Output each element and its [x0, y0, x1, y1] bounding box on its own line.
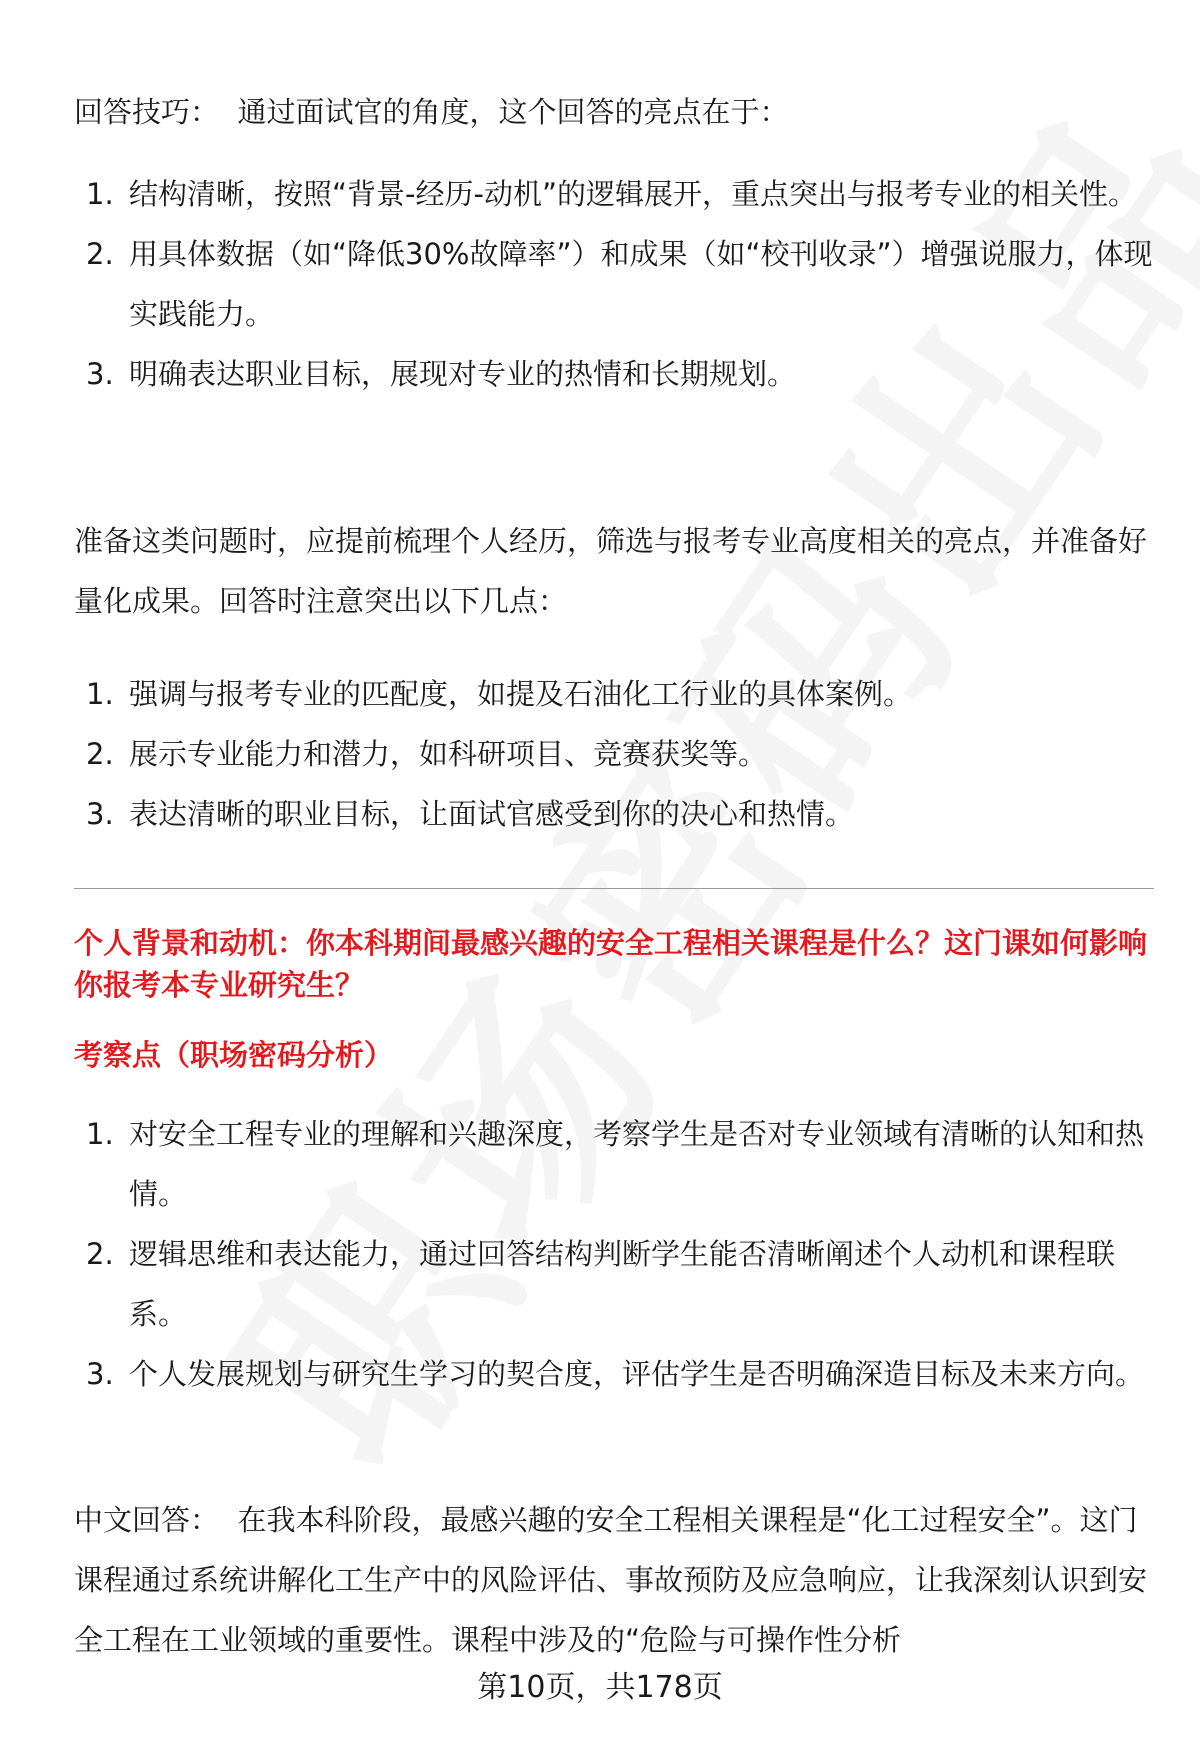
list-number: 2.: [86, 237, 114, 271]
question-heading: 个人背景和动机：你本科期间最感兴趣的安全工程相关课程是什么？这门课如何影响你报考本专业研究生？: [74, 926, 1148, 1002]
focus-heading: 考察点（职场密码分析）: [74, 1038, 394, 1072]
section-divider: [74, 888, 1154, 889]
list-item: [74, 164, 1164, 224]
page-number: 第10页，共178页: [477, 1670, 723, 1705]
list-item: [74, 224, 1164, 344]
list-item: [74, 784, 1164, 844]
list-text: 强调与报考专业的匹配度，如提及石油化工行业的具体案例。: [129, 677, 913, 711]
points-list: [74, 664, 1164, 844]
list-number: 3.: [86, 357, 114, 391]
list-text: 个人发展规划与研究生学习的契合度，评估学生是否明确深造目标及未来方向。: [129, 1357, 1145, 1391]
answer-paragraph: [74, 1490, 1164, 1670]
focus-list: [74, 1104, 1164, 1404]
list-item: [74, 724, 1164, 784]
answer-text: 在我本科阶段，最感兴趣的安全工程相关课程是“化工过程安全”。这门课程通过系统讲解化工生产中的风险评估、事故预防及应急响应，让我深刻认识到安全工程在工业领域的重要性。课程中涉及的“危险与可操作性分析: [74, 1503, 1148, 1657]
list-number: 2.: [86, 737, 114, 771]
list-number: 2.: [86, 1237, 114, 1271]
list-text: 用具体数据（如“降低30%故障率”）和成果（如“校刊收录”）增强说服力，体现实践能力。: [129, 237, 1153, 331]
list-item: [74, 1344, 1164, 1404]
list-number: 1.: [86, 1117, 114, 1151]
list-item: [74, 1104, 1164, 1224]
list-text: 对安全工程专业的理解和兴趣深度，考察学生是否对专业领域有清晰的认知和热情。: [129, 1117, 1145, 1211]
list-number: 3.: [86, 797, 114, 831]
answer-label: 中文回答：: [74, 1503, 220, 1537]
prep-paragraph: 准备这类问题时，应提前梳理个人经历，筛选与报考专业高度相关的亮点，并准备好量化成果。回答时注意突出以下几点：: [74, 524, 1148, 618]
list-item: [74, 1224, 1164, 1344]
list-number: 1.: [86, 677, 114, 711]
list-item: [74, 664, 1164, 724]
tip-label: 回答技巧：: [74, 95, 220, 129]
list-number: 3.: [86, 1357, 114, 1391]
list-text: 结构清晰，按照“背景-经历-动机”的逻辑展开，重点突出与报考专业的相关性。: [129, 177, 1137, 211]
tip-paragraph: [74, 82, 1164, 142]
list-number: 1.: [86, 177, 114, 211]
list-text: 明确表达职业目标，展现对专业的热情和长期规划。: [129, 357, 797, 391]
highlights-list: [74, 164, 1164, 404]
list-text: 展示专业能力和潜力，如科研项目、竞赛获奖等。: [129, 737, 768, 771]
list-text: 逻辑思维和表达能力，通过回答结构判断学生能否清晰阐述个人动机和课程联系。: [129, 1237, 1116, 1331]
tip-text: 通过面试官的角度，这个回答的亮点在于：: [237, 95, 789, 129]
list-item: [74, 344, 1164, 404]
list-text: 表达清晰的职业目标，让面试官感受到你的决心和热情。: [129, 797, 855, 831]
